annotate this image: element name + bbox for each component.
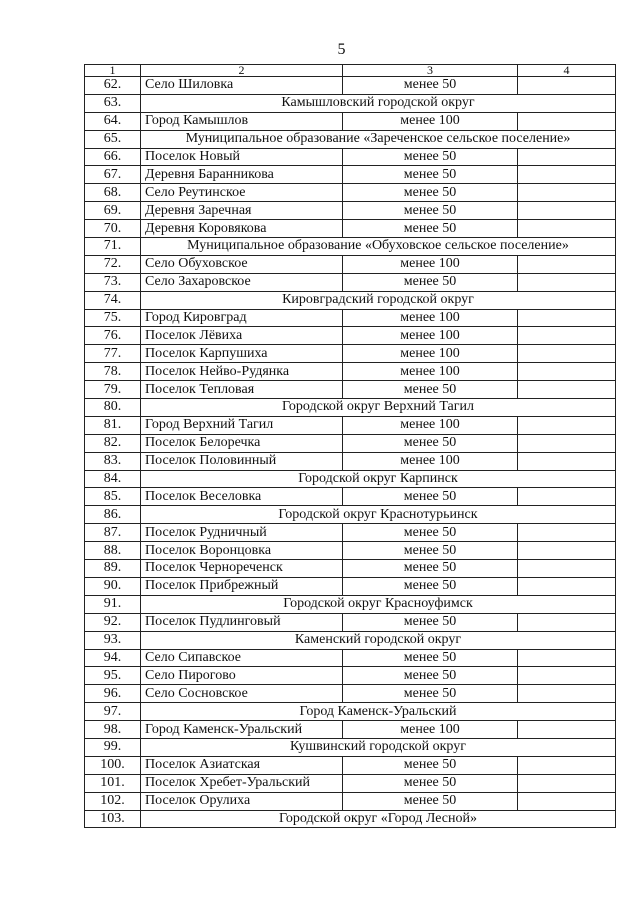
table-row [85, 273, 616, 291]
column-header: 2 [141, 65, 343, 77]
section-title: Город Каменск-Уральский [141, 703, 616, 721]
note-cell [518, 560, 616, 578]
table-section-row [85, 506, 616, 524]
note-cell [518, 345, 616, 363]
note-cell [518, 488, 616, 506]
table-row [85, 452, 616, 470]
settlement-name: Город Кировград [141, 309, 343, 327]
row-number: 85. [85, 488, 141, 506]
settlement-name: Поселок Прибрежный [141, 577, 343, 595]
row-number: 69. [85, 202, 141, 220]
population-value: менее 50 [343, 434, 518, 452]
note-cell [518, 667, 616, 685]
table-row [85, 542, 616, 560]
settlement-name: Поселок Рудничный [141, 524, 343, 542]
row-number: 102. [85, 792, 141, 810]
population-value: менее 50 [343, 667, 518, 685]
row-number: 99. [85, 738, 141, 756]
row-number: 65. [85, 130, 141, 148]
table-section-row [85, 291, 616, 309]
row-number: 93. [85, 631, 141, 649]
note-cell [518, 613, 616, 631]
table-row [85, 667, 616, 685]
population-value: менее 50 [343, 560, 518, 578]
population-value: менее 50 [343, 381, 518, 399]
row-number: 88. [85, 542, 141, 560]
row-number: 66. [85, 148, 141, 166]
page-number: 5 [337, 41, 346, 58]
table-row [85, 577, 616, 595]
settlement-name: Город Камышлов [141, 112, 343, 130]
table-section-row [85, 810, 616, 828]
section-title: Кировградский городской округ [141, 291, 616, 309]
note-cell [518, 542, 616, 560]
row-number: 79. [85, 381, 141, 399]
table-row [85, 416, 616, 434]
row-number: 98. [85, 721, 141, 739]
population-value: менее 50 [343, 577, 518, 595]
note-cell [518, 685, 616, 703]
note-cell [518, 202, 616, 220]
note-cell [518, 77, 616, 95]
population-value: менее 50 [343, 756, 518, 774]
row-number: 103. [85, 810, 141, 828]
row-number: 89. [85, 560, 141, 578]
note-cell [518, 452, 616, 470]
table-row [85, 363, 616, 381]
settlement-name: Поселок Пудлинговый [141, 613, 343, 631]
row-number: 95. [85, 667, 141, 685]
population-value: менее 100 [343, 345, 518, 363]
column-header: 1 [85, 65, 141, 77]
row-number: 100. [85, 756, 141, 774]
table-row [85, 434, 616, 452]
row-number: 91. [85, 595, 141, 613]
section-title: Городской округ Верхний Тагил [141, 399, 616, 417]
table-row [85, 613, 616, 631]
population-value: менее 50 [343, 148, 518, 166]
settlement-name: Поселок Хребет-Уральский [141, 774, 343, 792]
section-title: Каменский городской округ [141, 631, 616, 649]
table-row [85, 327, 616, 345]
row-number: 90. [85, 577, 141, 595]
row-number: 96. [85, 685, 141, 703]
table-row [85, 488, 616, 506]
table-header-row [85, 65, 616, 77]
note-cell [518, 649, 616, 667]
note-cell [518, 148, 616, 166]
note-cell [518, 381, 616, 399]
table-section-row [85, 130, 616, 148]
row-number: 63. [85, 94, 141, 112]
population-value: менее 100 [343, 112, 518, 130]
row-number: 83. [85, 452, 141, 470]
population-value: менее 50 [343, 488, 518, 506]
settlement-name: Деревня Коровякова [141, 220, 343, 238]
settlement-name: Поселок Новый [141, 148, 343, 166]
row-number: 101. [85, 774, 141, 792]
section-title: Городской округ Краснотурьинск [141, 506, 616, 524]
row-number: 73. [85, 273, 141, 291]
column-header: 4 [518, 65, 616, 77]
row-number: 70. [85, 220, 141, 238]
settlement-name: Село Захаровское [141, 273, 343, 291]
table-row [85, 202, 616, 220]
settlement-name: Село Сосновское [141, 685, 343, 703]
table-row [85, 721, 616, 739]
row-number: 97. [85, 703, 141, 721]
row-number: 77. [85, 345, 141, 363]
population-value: менее 50 [343, 184, 518, 202]
population-value: менее 50 [343, 202, 518, 220]
note-cell [518, 220, 616, 238]
population-value: менее 50 [343, 613, 518, 631]
row-number: 68. [85, 184, 141, 202]
table-section-row [85, 595, 616, 613]
settlement-name: Поселок Орулиха [141, 792, 343, 810]
settlements-table [84, 64, 616, 828]
population-value: менее 100 [343, 327, 518, 345]
settlement-name: Поселок Белоречка [141, 434, 343, 452]
note-cell [518, 577, 616, 595]
settlement-name: Поселок Тепловая [141, 381, 343, 399]
note-cell [518, 524, 616, 542]
row-number: 94. [85, 649, 141, 667]
table-row [85, 774, 616, 792]
table-section-row [85, 703, 616, 721]
population-value: менее 50 [343, 77, 518, 95]
note-cell [518, 255, 616, 273]
section-title: Камышловский городской округ [141, 94, 616, 112]
row-number: 81. [85, 416, 141, 434]
section-title: Кушвинский городской округ [141, 738, 616, 756]
note-cell [518, 434, 616, 452]
row-number: 62. [85, 77, 141, 95]
settlement-name: Поселок Азиатская [141, 756, 343, 774]
table-row [85, 166, 616, 184]
settlement-name: Деревня Баранникова [141, 166, 343, 184]
population-value: менее 100 [343, 452, 518, 470]
note-cell [518, 792, 616, 810]
population-value: менее 50 [343, 649, 518, 667]
settlement-name: Поселок Нейво-Рудянка [141, 363, 343, 381]
row-number: 87. [85, 524, 141, 542]
row-number: 84. [85, 470, 141, 488]
note-cell [518, 363, 616, 381]
population-value: менее 50 [343, 524, 518, 542]
table-row [85, 756, 616, 774]
population-value: менее 50 [343, 792, 518, 810]
settlement-name: Город Верхний Тагил [141, 416, 343, 434]
note-cell [518, 112, 616, 130]
row-number: 74. [85, 291, 141, 309]
note-cell [518, 309, 616, 327]
settlement-name: Село Сипавское [141, 649, 343, 667]
population-value: менее 50 [343, 220, 518, 238]
row-number: 76. [85, 327, 141, 345]
settlement-name: Поселок Веселовка [141, 488, 343, 506]
row-number: 86. [85, 506, 141, 524]
column-header: 3 [343, 65, 518, 77]
settlement-name: Деревня Заречная [141, 202, 343, 220]
row-number: 78. [85, 363, 141, 381]
settlement-name: Село Шиловка [141, 77, 343, 95]
note-cell [518, 327, 616, 345]
section-title: Городской округ «Город Лесной» [141, 810, 616, 828]
table-row [85, 560, 616, 578]
population-value: менее 100 [343, 309, 518, 327]
table-row [85, 148, 616, 166]
settlement-name: Село Реутинское [141, 184, 343, 202]
table-row [85, 345, 616, 363]
table-row [85, 685, 616, 703]
population-value: менее 100 [343, 416, 518, 434]
population-value: менее 50 [343, 542, 518, 560]
note-cell [518, 184, 616, 202]
row-number: 92. [85, 613, 141, 631]
settlement-name: Поселок Лёвиха [141, 327, 343, 345]
population-value: менее 50 [343, 166, 518, 184]
population-value: менее 100 [343, 363, 518, 381]
settlement-name: Город Каменск-Уральский [141, 721, 343, 739]
table-row [85, 792, 616, 810]
population-value: менее 50 [343, 273, 518, 291]
settlement-name: Поселок Карпушиха [141, 345, 343, 363]
table-row [85, 184, 616, 202]
section-title: Городской округ Карпинск [141, 470, 616, 488]
population-value: менее 50 [343, 774, 518, 792]
table-row [85, 220, 616, 238]
table-row [85, 112, 616, 130]
population-value: менее 100 [343, 721, 518, 739]
settlement-name: Поселок Воронцовка [141, 542, 343, 560]
table-section-row [85, 94, 616, 112]
settlement-name: Село Обуховское [141, 255, 343, 273]
row-number: 72. [85, 255, 141, 273]
table-row [85, 524, 616, 542]
table-section-row [85, 470, 616, 488]
row-number: 64. [85, 112, 141, 130]
row-number: 80. [85, 399, 141, 417]
settlement-name: Поселок Половинный [141, 452, 343, 470]
table-row [85, 309, 616, 327]
note-cell [518, 721, 616, 739]
table-row [85, 649, 616, 667]
note-cell [518, 166, 616, 184]
table-row [85, 77, 616, 95]
row-number: 71. [85, 238, 141, 256]
table-section-row [85, 399, 616, 417]
section-title: Муниципальное образование «Зареченское сельское поселение» [141, 130, 616, 148]
note-cell [518, 756, 616, 774]
row-number: 82. [85, 434, 141, 452]
note-cell [518, 774, 616, 792]
settlement-name: Поселок Чернореченск [141, 560, 343, 578]
note-cell [518, 416, 616, 434]
population-value: менее 100 [343, 255, 518, 273]
section-title: Муниципальное образование «Обуховское сельское поселение» [141, 238, 616, 256]
section-title: Городской округ Красноуфимск [141, 595, 616, 613]
table-row [85, 255, 616, 273]
table-row [85, 381, 616, 399]
row-number: 75. [85, 309, 141, 327]
table-section-row [85, 238, 616, 256]
population-value: менее 50 [343, 685, 518, 703]
settlement-name: Село Пирогово [141, 667, 343, 685]
table-section-row [85, 631, 616, 649]
row-number: 67. [85, 166, 141, 184]
table-section-row [85, 738, 616, 756]
note-cell [518, 273, 616, 291]
